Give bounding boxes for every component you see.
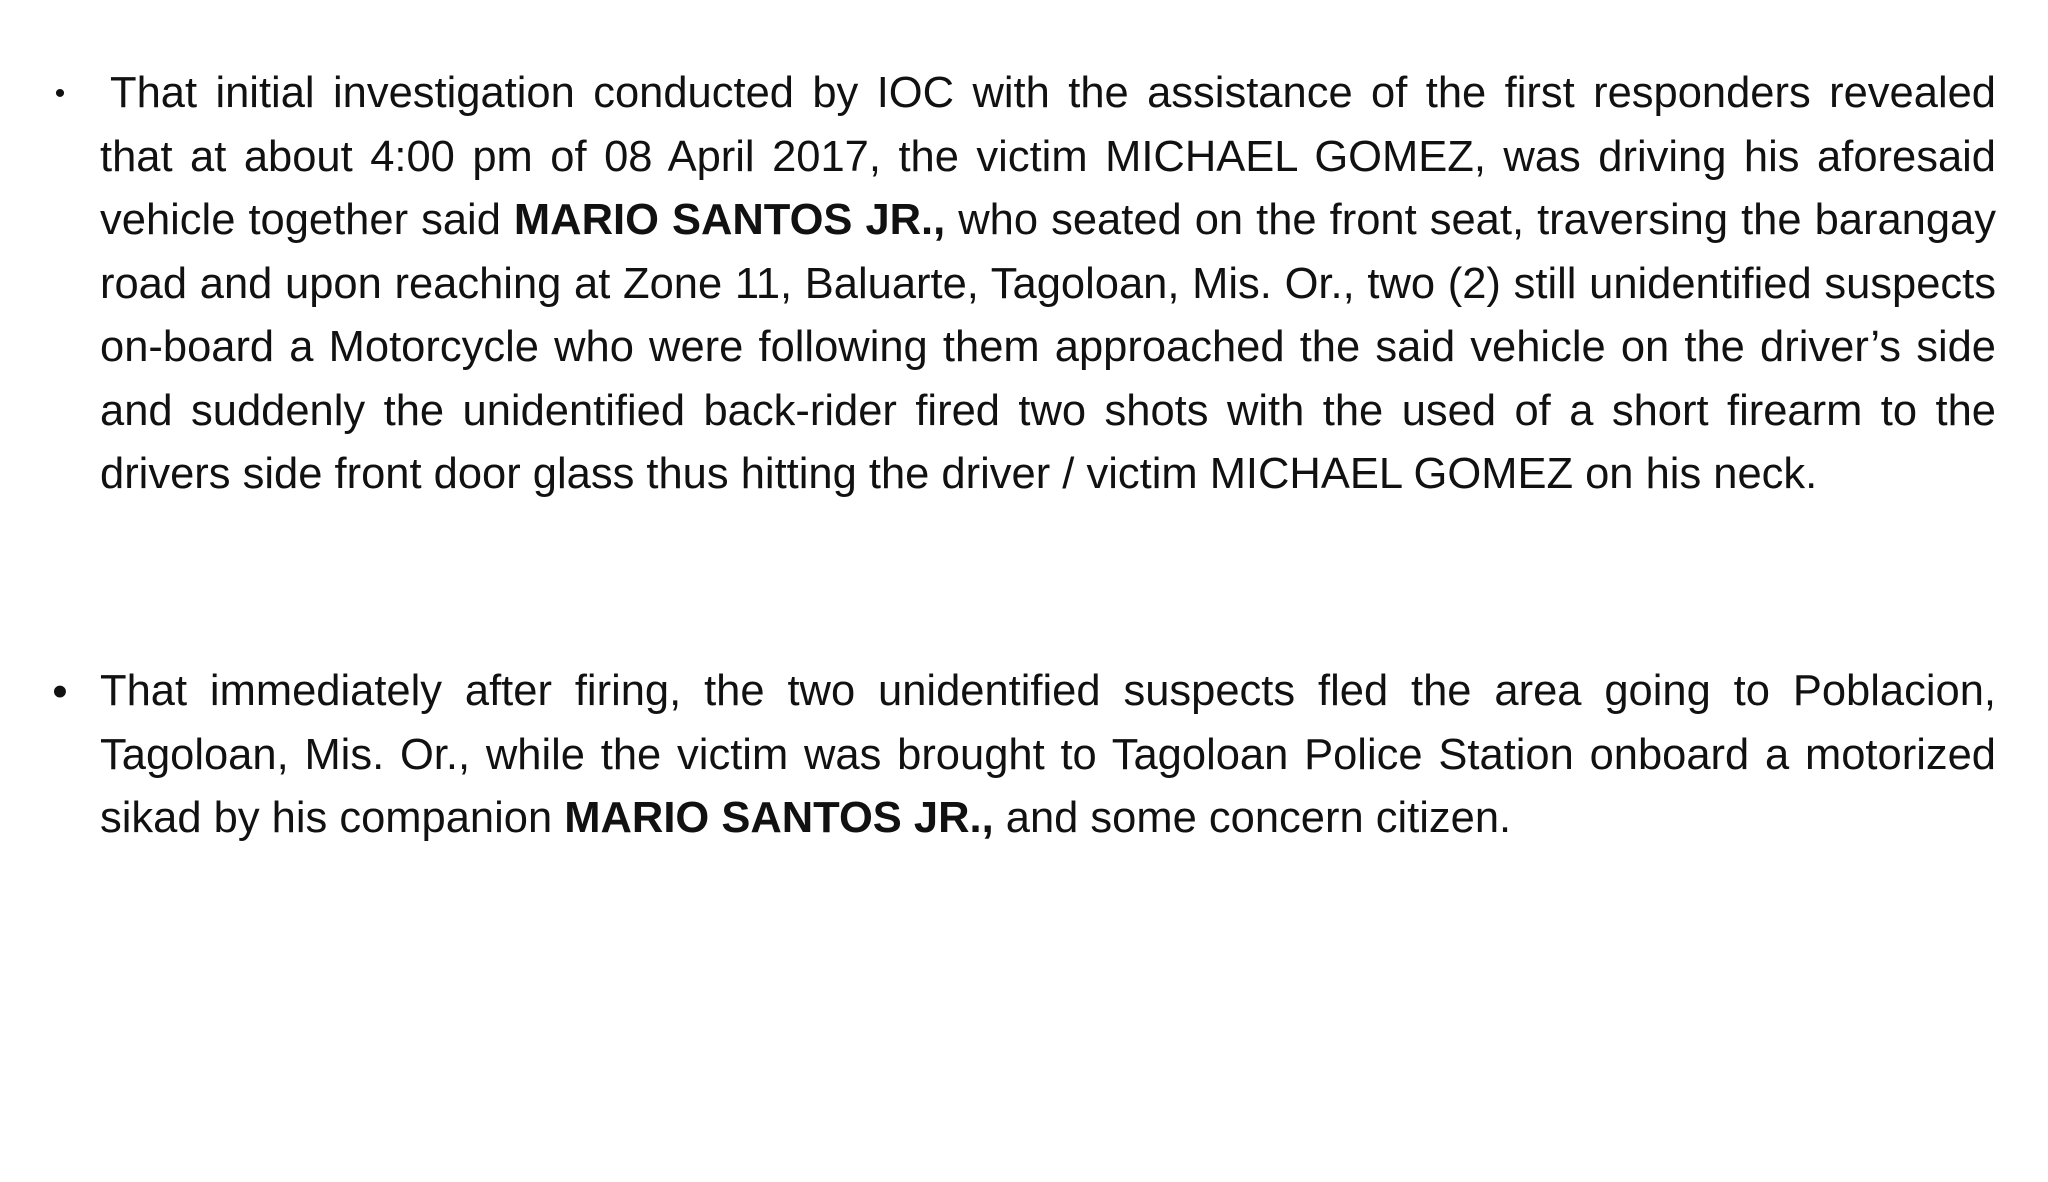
paragraph-text: and some concern citizen. [993,794,1512,842]
bullet-paragraph [100,62,1996,507]
bold-name: MARIO SANTOS JR., [513,196,946,244]
bullet-paragraph [100,660,1996,851]
bullet-marker: • [54,77,66,110]
bold-name: MARIO SANTOS JR., [564,794,994,842]
bullet-item-investigation [54,62,1996,507]
bullet-item-aftermath [52,660,1996,851]
paragraph-text: That initial investigation conducted by IOC with the assistance of the first responders revealed that at about 4:00 pm of 08 April 2017, the victim MICHAEL GOMEZ, was driving his aforesaid vehicle together said [100,69,1996,244]
paragraph-text: who seated on the front seat, traversing the barangay road and upon reaching at Zone 11, Baluarte, Tagoloan, Mis. Or., two (2) still unidentified suspects on-board a Motorcycle who were following them approached the said vehicle on the driver’s side and suddenly the unidentified back-rider fired two shots with the used of a short firearm to the drivers side front door glass thus hitting the driver / victim MICHAEL GOMEZ on his neck. [100,196,1996,498]
paragraph-text: That immediately after firing, the two unidentified suspects fled the area going to Poblacion, Tagoloan, Mis. Or., while the victim was brought to Tagoloan Police Station onboard a motorized sikad by his companion [100,667,1996,842]
bullet-marker: • [52,667,68,716]
